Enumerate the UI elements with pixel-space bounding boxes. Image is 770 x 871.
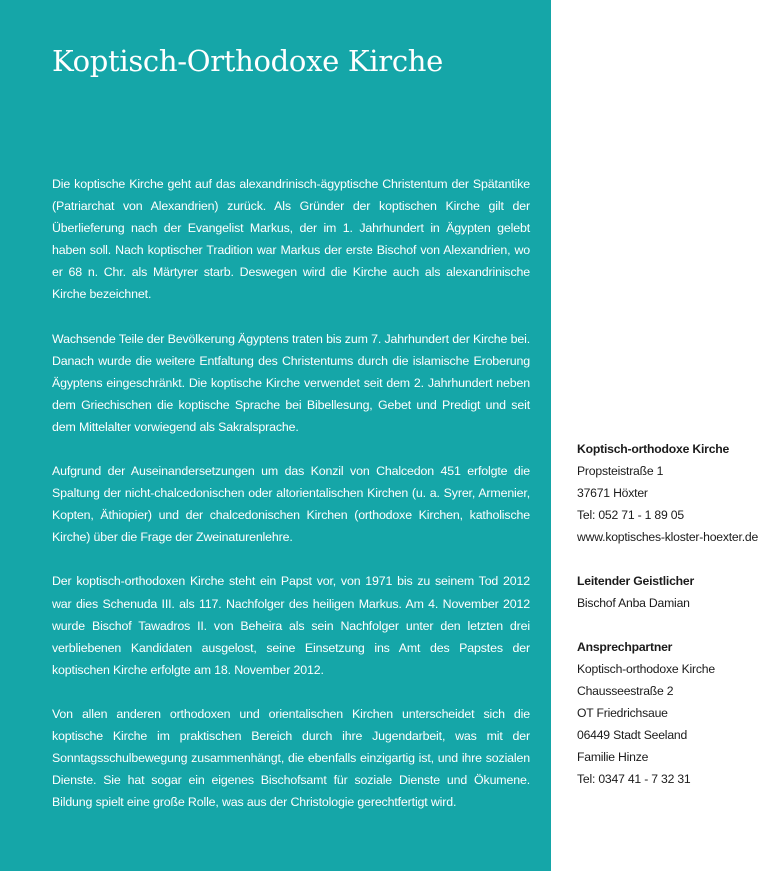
contact-street: Chausseestraße 2	[577, 684, 674, 698]
church-city: 37671 Höxter	[577, 486, 648, 500]
paragraph: Von allen anderen orthodoxen und orientalischen Kirchen unterscheidet sich die koptische Kirche im praktischen Bereich durch ihre Jugendarbeit, was mit der Sonntagsschulbewegung zusammenhängt, die ebenfalls einzigartig ist, und ihre sozialen Dienste. Sie hat sogar ein eigenes Bischofsamt für soziale Dienste und Ökumene. Bildung spielt eine große Rolle, was aus der Christologie gerechtfertigt wird.	[52, 706, 530, 810]
church-website: www.koptisches-kloster-hoexter.de	[577, 530, 759, 544]
contact-person: Familie Hinze	[577, 750, 649, 764]
page-title: Koptisch-Orthodoxe Kirche	[52, 44, 444, 78]
contact-block	[577, 636, 767, 790]
paragraph: Die koptische Kirche geht auf das alexandrinisch-ägyptische Christentum der Spätantike (Patriarchat von Alexandrien) zurück. Als Gründer der koptischen Kirche gilt der Überlieferung nach der Evangelist Markus, der im 1. Jahrhundert in Ägypten gelebt haben soll. Nach koptischer Tradition war Markus der erste Bischof von Alexandrien, wo er 68 n. Chr. als Märtyrer starb. Deswegen wird die Kirche auch als alexandrinische Kirche bezeichnet.	[52, 177, 530, 302]
contact-city: 06449 Stadt Seeland	[577, 728, 688, 742]
church-street: Propsteistraße 1	[577, 464, 664, 478]
contact-district: OT Friedrichsaue	[577, 706, 668, 720]
leader-heading: Leitender Geistlicher	[577, 574, 695, 588]
contact-heading: Ansprechpartner	[577, 640, 673, 654]
paragraph: Aufgrund der Auseinandersetzungen um das Konzil von Chalcedon 451 erfolgte die Spaltung der nicht-chalcedonischen oder altorientalischen Kirchen (u. a. Syrer, Armenier, Kopten, Äthiopier) und der chalcedonischen Kirchen (orthodoxe Kirchen, katholische Kirche) über die Frage der Zweinaturenlehre.	[52, 464, 530, 545]
paragraph: Der koptisch-orthodoxen Kirche steht ein Papst vor, von 1971 bis zu seinem Tod 2012 war dies Schenuda III. als 117. Nachfolger des heiligen Markus. Am 4. November 2012 wurde Bischof Tawadros II. von Beheira als sein Nachfolger unter den letzten drei verbliebenen Kandidaten ausgelost, seine Einsetzung ins Amt des Papstes der koptischen Kirche erfolgte am 18. November 2012.	[52, 574, 530, 677]
leader-block	[577, 570, 767, 614]
contact-sidebar	[577, 438, 767, 812]
paragraph: Wachsende Teile der Bevölkerung Ägyptens traten bis zum 7. Jahrhundert der Kirche bei. Danach wurde die weitere Entfaltung des Christentums durch die islamische Eroberung Ägyptens eingeschränkt. Die koptische Kirche verwendet seit dem 2. Jahrhundert neben dem Griechischen die koptische Sprache bei Bibellesung, Gebet und Predigt und seit dem Mittelalter vorwiegend als Sakralsprache.	[52, 331, 530, 434]
body-text	[52, 173, 530, 835]
contact-phone: Tel: 0347 41 - 7 32 31	[577, 772, 691, 786]
contact-org: Koptisch-orthodoxe Kirche	[577, 662, 715, 676]
church-address-block	[577, 438, 767, 548]
leader-name: Bischof Anba Damian	[577, 596, 690, 610]
church-heading: Koptisch-orthodoxe Kirche	[577, 442, 730, 456]
church-phone: Tel: 052 71 - 1 89 05	[577, 508, 684, 522]
